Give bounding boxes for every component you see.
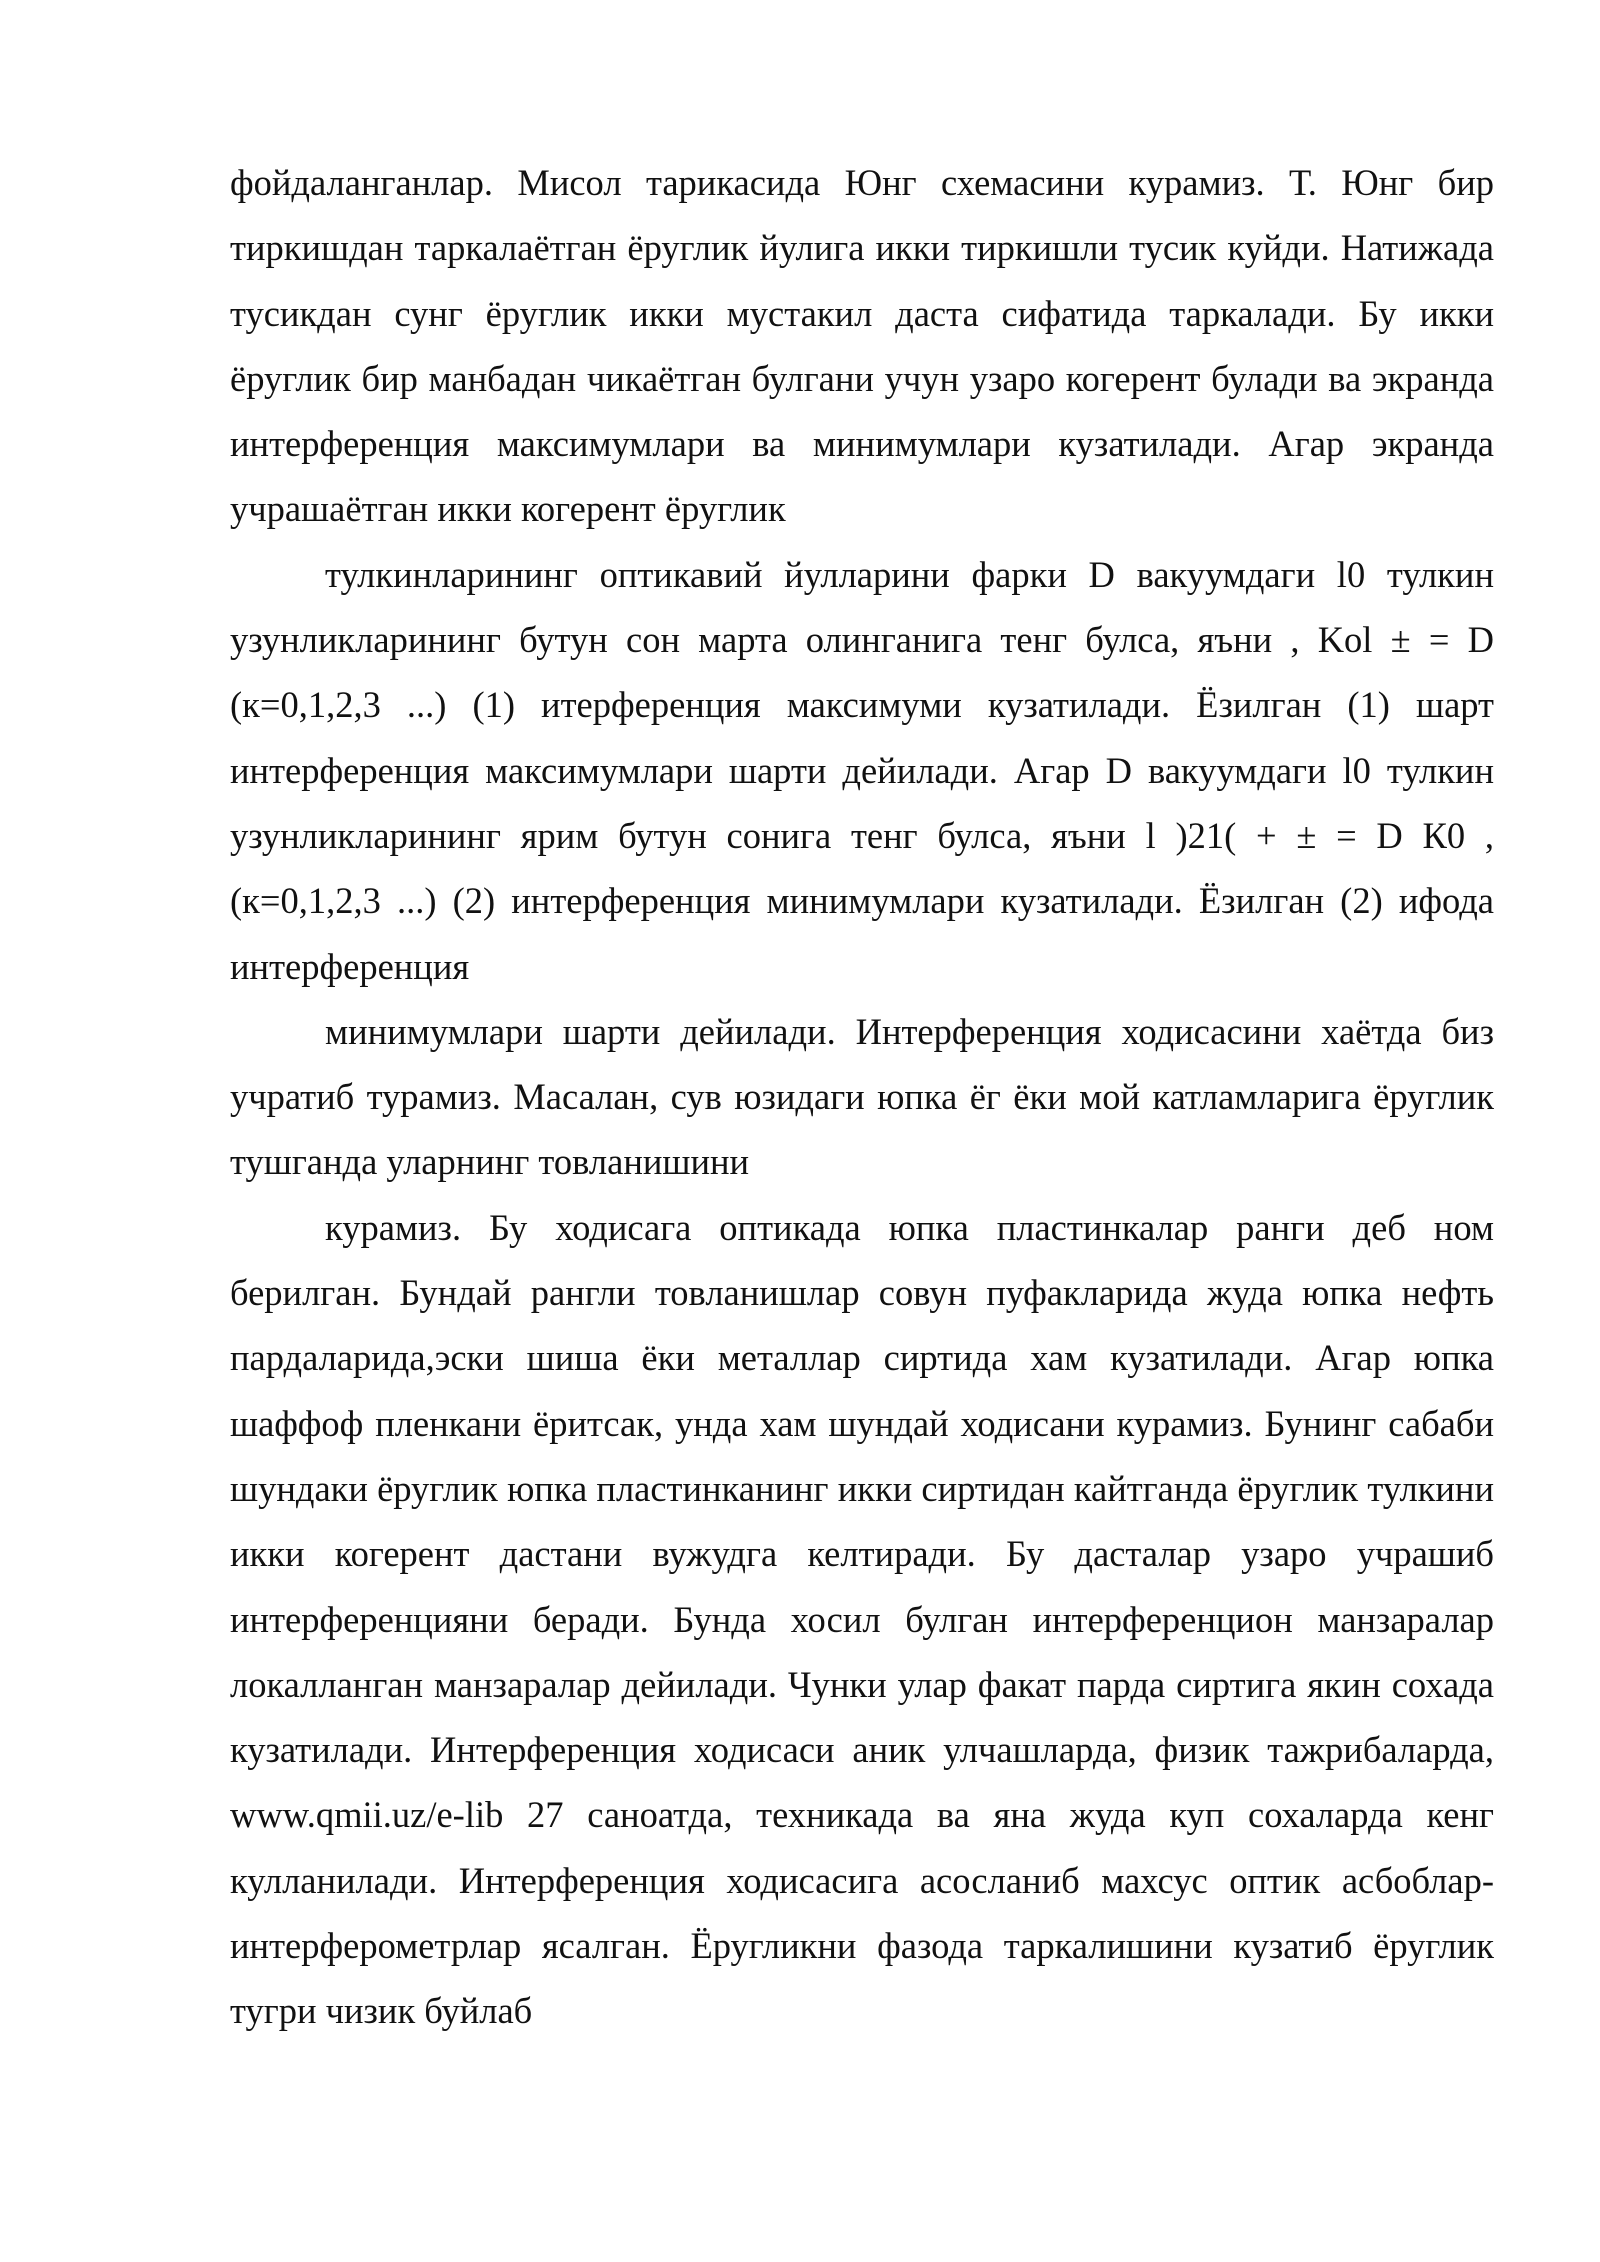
paragraph-thin-films: курамиз. Бу ходисага оптикада юпка пластинкалар ранги деб ном берилган. Бундай рангли товланишлар совун пуфакларида жуда юпка нефть пардаларида,эски шиша ёки металлар сиртида хам кузатилади. Агар юпка шаффоф пленкани ёритсак, унда хам шундай ходисани курамиз. Бунинг сабаби шундаки ёруглик юпка пластинканинг икки сиртидан кайтганда ёруглик тулкини икки когерент дастани вужудга келтиради. Бу дасталар узаро учрашиб интерференцияни беради. Бунда хосил булган интерференцион манзаралар локалланган манзаралар дейилади. Чунки улар факат парда сиртига якин сохада кузатилади. Интерференция ходисаси аник улчашларда, физик тажрибаларда, www.qmii.uz/e-lib 27 саноатда, техникада ва яна жуда куп сохаларда кенг кулланилади. Интерференция ходисасига асосланиб махсус оптик асбоблар-интерферометрлар ясалган. Ёругликни фазода таркалишини кузатиб ёруглик тугри чизик буйлаб [230,1206,1494,2032]
paragraph-minimum-condition: минимумлари шарти дейилади. Интерференция ходисасини хаётда биз учратиб турамиз. Масалан, сув юзидаги юпка ёг ёки мой катламларига ёруглик тушганда уларнинг товланишини [230,1010,1494,1183]
paragraph-young-scheme: фойдаланганлар. Мисол тарикасида Юнг схемасини курамиз. Т. Юнг бир тиркишдан таркалаётган ёруглик йулига икки тиркишли тусик куйди. Натижада тусикдан сунг ёруглик икки мустакил даста сифатида таркалади. Бу икки ёруглик бир манбадан чикаётган булгани учун узаро когерент булади ва экранда интерференция максимумлари ва минимумлари кузатилади. Агар экранда учрашаётган икки когерент ёруглик [230,162,1494,530]
paragraph-maximum-condition: тулкинларининг оптикавий йулларини фарки D вакуумдаги l0 тулкин узунликларининг бутун сон марта олинганига тенг булса, яъни , Kol ± = D (к=0,1,2,3 ...) (1) итерференция максимуми кузатилади. Ёзилган (1) шарт интерференция максимумлари шарти дейилади. Агар D вакуумдаги l0 тулкин узунликларининг ярим бутун сонига тенг булса, яъни l )21( + ± = D К0 , (к=0,1,2,3 ...) (2) интерференция минимумлари кузатилади. Ёзилган (2) ифода интерференция [230,553,1494,987]
document-page [230,150,1494,2044]
